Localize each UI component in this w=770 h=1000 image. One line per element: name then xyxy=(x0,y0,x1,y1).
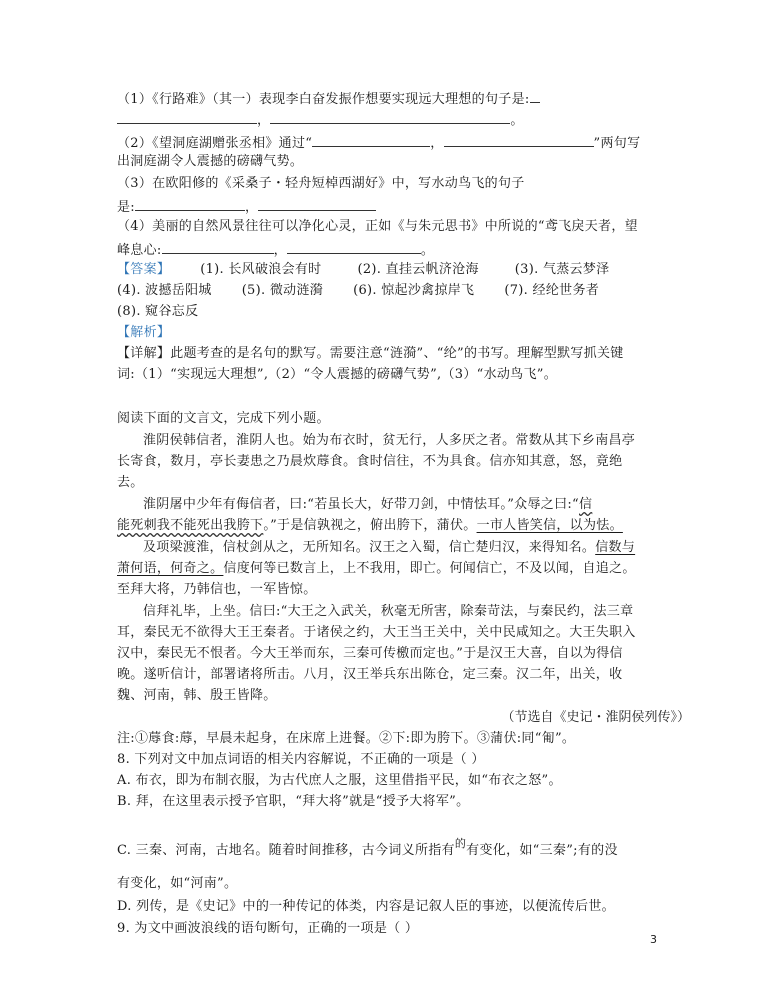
reading-intro: 阅读下面的文言文，完成下列小题。 xyxy=(117,411,330,426)
passage-p3-line3: 至拜大将，乃韩信也，一军皆惊。 xyxy=(117,582,317,597)
answer-line1: 【答案】 (1). 长风破浪会有时 (2). 直挂云帆济沧海 (3). 气蒸云梦泽 xyxy=(117,262,610,277)
analysis-line1: 【详解】此题考查的是名句的默写。需要注意“涟漪”、“纶”的书写。理解型默写抓关键 xyxy=(117,346,624,361)
q1-line2: ， 。 xyxy=(117,109,657,130)
q3-line1: （3）在欧阳修的《采桑子・轻舟短棹西湖好》中，写水动鸟飞的句子 xyxy=(117,176,525,191)
passage-source: （节选自《史记・淮阴侯列传》） xyxy=(501,710,690,725)
analysis-label-line xyxy=(117,324,657,342)
passage-p3-line1: 及项梁渡淮，信杖剑从之，无所知名。汉王之入蜀，信亡楚归汉，来得知名。信数与 xyxy=(143,540,636,555)
passage-p4-line5: 魏、河南，韩、殷王皆降。 xyxy=(117,688,277,703)
q4-line1: （4）美丽的自然风景往往可以净化心灵，正如《与朱元思书》中所说的“鸢飞戾天者，望 xyxy=(117,219,638,234)
passage-p4-line2: 耳，秦民无不欲得大王王秦者。于诸侯之约，大王当王关中，关中民咸知之。大王失职入 xyxy=(117,625,636,640)
q2-line2: 出洞庭湖令人震撼的磅礴气势。 xyxy=(117,154,304,169)
passage-p4-line4: 晚。遂听信计，部署诸将所击。八月，汉王举兵东出陈仓，定三秦。汉二年，出关，收 xyxy=(117,667,623,682)
passage-note: 注:①蓐食:蓐，早晨未起身，在床席上进餐。②下:即为胯下。③蒲伏:同“匍”。 xyxy=(117,731,576,746)
q2-line1: （2）《望洞庭湖赠张丞相》通过“ ， ”两句写 xyxy=(117,132,657,153)
q8-stem: 8. 下列对文中加点词语的相关内容解说，不正确的一项是（ ） xyxy=(117,752,485,767)
passage-p3-line2: 萧何语，何奇之。信度何等已数言上，上不我用，即亡。何闻信亡，不及以闻，自追之。 xyxy=(117,561,636,576)
passage-p1-line2: 长寄食，数月，亭长妻患之乃晨炊蓐食。食时信往，不为具食。信亦知其意，怒，竟绝 xyxy=(117,454,623,469)
wavy-underlined-sentence: 能死刺我不能死出我胯下 xyxy=(117,518,264,533)
q3-line2: 是: ， xyxy=(117,196,657,217)
passage-p2-line1: 淮阴屠中少年有侮信者，曰:“若虽长大，好带刀剑，中情怯耳。”众辱之曰:“信 xyxy=(143,497,593,512)
q8-option-c-line2: 有变化，如“河南”。 xyxy=(117,876,238,891)
underlined-sentence-2: 萧何语，何奇之。 xyxy=(117,561,224,576)
q8-option-c-line1: C. 三秦、河南，古地名。随着时间推移，古今词义所指有$^的$有变化，如“三秦”;有的没 xyxy=(117,837,618,858)
q8-option-d: D. 列传，是《史记》中的一种传记的体类，内容是记叙人臣的事迹，以便流传后世。 xyxy=(117,899,615,914)
passage-p4-line1: 信拜礼毕，上坐。信曰:“大王之入武关，秋毫无所害，除秦苛法，与秦民约，法三章 xyxy=(143,604,634,619)
q1-line1: （1）《行路难》（其一）表现李白奋发振作想要实现远大理想的句子是: xyxy=(117,88,657,109)
answer-line2: (4). 波撼岳阳城 (5). 微动涟漪 (6). 惊起沙禽掠岸飞 (7). 经纶世务者 xyxy=(117,283,600,298)
q9-stem: 9. 为文中画波浪线的语句断句，正确的一项是（ ） xyxy=(117,921,419,936)
q4-line2: 峰息心: ， 。 xyxy=(117,239,657,260)
c-raised-char: 的 xyxy=(454,837,467,850)
passage-p1-line1: 淮阴侯韩信者，淮阴人也。始为布衣时，贫无行，人多厌之者。常数从其下乡南昌亭 xyxy=(143,433,636,448)
passage-p4-line3: 汉中，秦民无不恨者。今大王举而东，三秦可传檄而定也。”于是汉王大喜，自以为得信 xyxy=(117,646,623,661)
answer-line3: (8). 窥谷忘反 xyxy=(117,304,199,319)
page-number: 3 xyxy=(650,933,657,946)
passage-p1-line3: 去。 xyxy=(117,475,144,490)
q8-option-b: B. 拜，在这里表示授予官职，“拜大将”就是“授予大将军”。 xyxy=(117,794,470,809)
q8-option-a: A. 布衣，即为布制衣服，为古代庶人之服，这里借指平民，如“布衣之怒”。 xyxy=(117,773,562,788)
analysis-line2: 词:（1）“实现远大理想”,（2）“令人震撼的磅礴气势”,（3）“水动鸟飞”。 xyxy=(117,367,558,382)
underlined-sentence-1: 一市人皆笑信，以为怯。 xyxy=(476,518,623,533)
analysis-label: 【解析】 xyxy=(117,325,171,340)
passage-p2-line2: 能死刺我不能死出我胯下。”于是信孰视之，俯出胯下，蒲伏。一市人皆笑信，以为怯。 xyxy=(117,518,623,533)
answer-label: 【答案】 xyxy=(117,262,171,277)
